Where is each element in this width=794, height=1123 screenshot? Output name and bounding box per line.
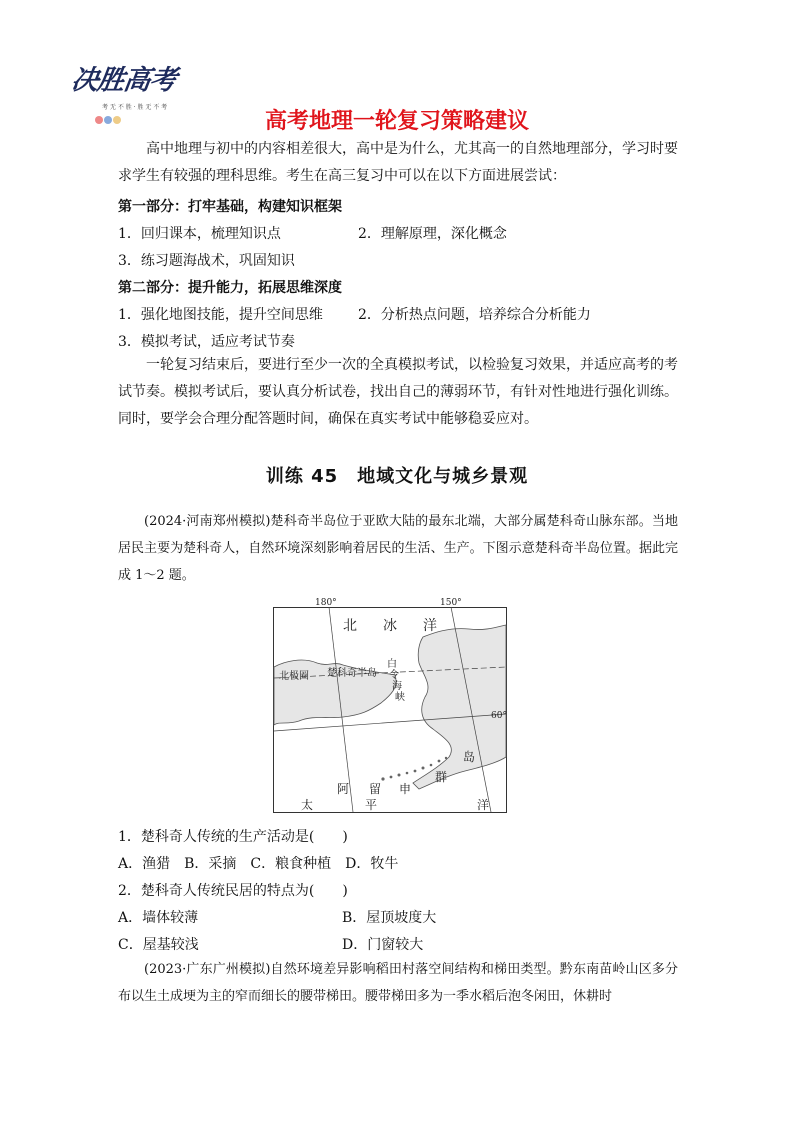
part1-item1: 1．回归课本，梳理知识点: [118, 226, 281, 242]
intro-paragraph: 高中地理与初中的内容相差很大，高中是为什么，尤其高一的自然地理部分，学习时要求学生有较强的理科思维。考生在高三复习中可以在以下方面进展尝试：: [118, 141, 678, 184]
label-peninsula: 楚科奇半岛: [327, 668, 377, 679]
question-2-option-c: C．屋基较浅: [118, 937, 199, 953]
section-title: 训练 45 地域文化与城乡景观: [265, 466, 529, 487]
page-title: 高考地理一轮复习策略建议: [264, 109, 529, 134]
label-strait-2: 令: [389, 670, 399, 681]
logo-text: 决胜高考: [69, 65, 178, 96]
part1-heading: 第一部分：打牢基础，构建知识框架: [118, 199, 342, 215]
logo-subtext: 考 无 不 胜 · 胜 无 不 考: [102, 104, 168, 111]
passage-1: (2024·河南郑州模拟)楚科奇半岛位于亚欧大陆的最东北端，大部分属楚科奇山脉东部。当地居民主要为楚科奇人，自然环境深刻影响着居民的生活、生产。下图示意楚科奇半岛位置。据此完成 1～2 题。: [118, 514, 678, 583]
part1-item2: 2．理解原理，深化概念: [358, 226, 507, 242]
label-arctic-circle: 北极圈: [279, 671, 309, 682]
label-islands-1: 阿: [337, 782, 350, 796]
label-lon-180: 180°: [315, 598, 337, 608]
label-lat-60: 60°: [491, 711, 507, 721]
label-lon-150: 150°: [440, 598, 462, 608]
passage-2: (2023·广东广州模拟)自然环境差异影响稻田村落空间结构和梯田类型。黔东南苗岭山区多分布以生土成埂为主的窄而细长的腰带梯田。腰带梯田多为一季水稻后泡冬闲田，休耕时: [118, 962, 678, 1004]
question-2-option-a: A．墙体较薄: [118, 910, 199, 926]
chukchi-peninsula-map: [273, 597, 507, 813]
part2-item3: 3．模拟考试，适应考试节奏: [118, 334, 295, 350]
question-2-option-d: D．门窗较大: [342, 937, 424, 953]
label-islands-3: 申: [399, 782, 412, 796]
label-ocean-south-2: 平: [365, 798, 378, 812]
part1-item3: 3．练习题海战术，巩固知识: [118, 253, 295, 269]
label-strait-4: 峡: [395, 692, 405, 703]
label-islands-5: 岛: [463, 750, 476, 764]
label-strait-3: 海: [392, 681, 402, 692]
label-islands-2: 留: [369, 782, 382, 796]
label-ocean-south-3: 洋: [477, 798, 490, 812]
question-1-options: A．渔猎 B．采摘 C．粮食种植 D．牧牛: [118, 856, 399, 872]
part2-item1: 1．强化地图技能，提升空间思维: [118, 307, 323, 323]
exam-paragraph: 一轮复习结束后，要进行至少一次的全真模拟考试，以检验复习效果，并适应高考的考试节奏。模拟考试后，要认真分析试卷，找出自己的薄弱环节，有针对性地进行强化训练。同时，要学会合理分配答题时间，确保在真实考试中能够稳妥应对。: [118, 357, 678, 427]
part2-heading: 第二部分：提升能力，拓展思维深度: [118, 280, 342, 296]
label-islands-4: 群: [435, 770, 448, 784]
question-1-stem: 1．楚科奇人传统的生产活动是( ): [118, 829, 348, 845]
question-2-option-b: B．屋顶坡度大: [342, 910, 437, 926]
question-2-stem: 2．楚科奇人传统民居的特点为( ): [118, 883, 348, 899]
label-ocean-north-1: 北: [343, 618, 357, 634]
label-ocean-north-2: 冰: [383, 618, 397, 634]
label-ocean-north-3: 洋: [423, 618, 437, 634]
part2-item2: 2．分析热点问题，培养综合分析能力: [358, 307, 591, 323]
label-strait-1: 白: [387, 659, 397, 670]
label-ocean-south-1: 太: [301, 798, 314, 812]
